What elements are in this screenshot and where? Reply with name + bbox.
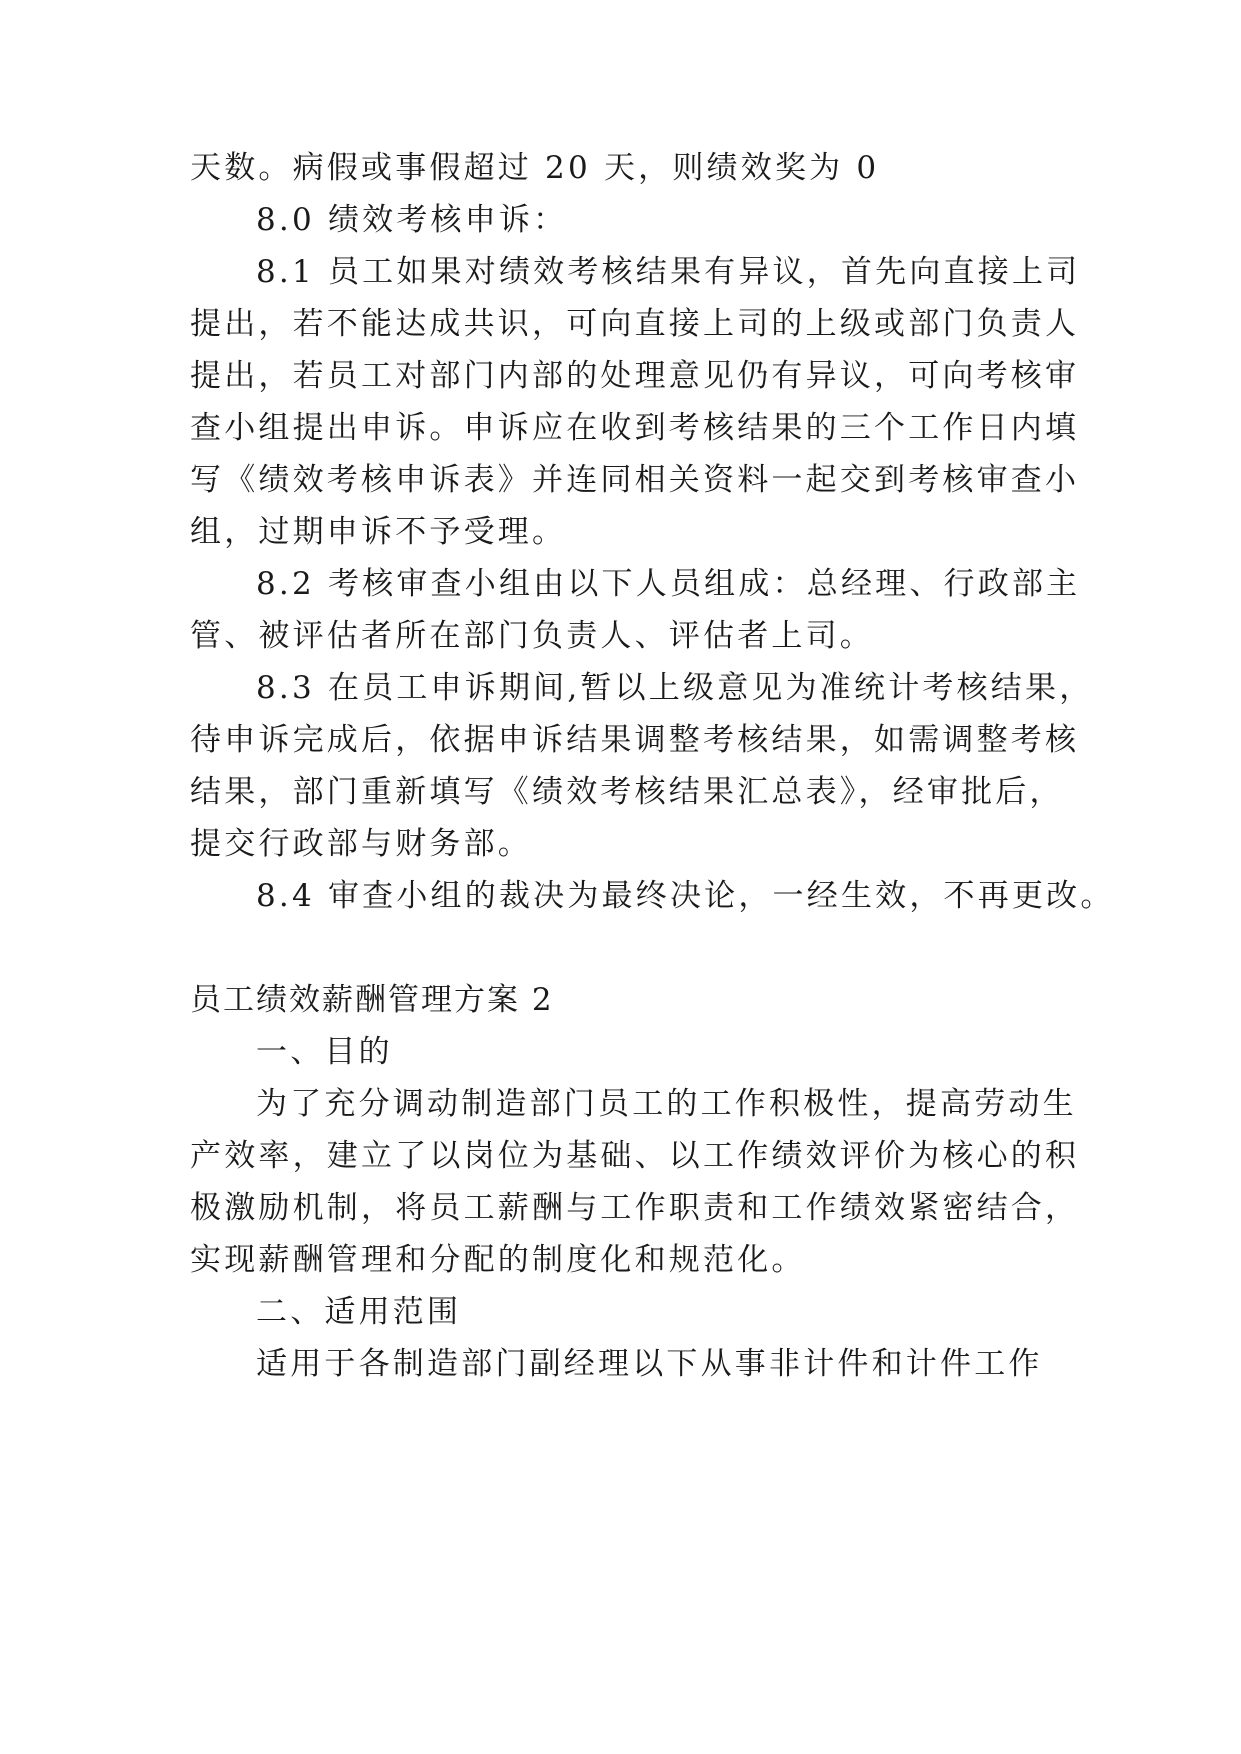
paragraph-line: 适用于各制造部门副经理以下从事非计件和计件工作	[256, 1346, 1043, 1382]
paragraph-line: 待申诉完成后，依据申诉结果调整考核结果，如需调整考核	[190, 722, 1080, 758]
paragraph-line: 查小组提出申诉。申诉应在收到考核结果的三个工作日内填	[190, 410, 1080, 446]
paragraph-line: 写《绩效考核申诉表》并连同相关资料一起交到考核审查小	[190, 462, 1080, 498]
paragraph-line: 结果，部门重新填写《绩效考核结果汇总表》，经审批后，	[190, 774, 1064, 810]
paragraph-line: 天数。病假或事假超过 20 天，则绩效奖为 0	[190, 150, 880, 186]
paragraph-line: 提出，若不能达成共识，可向直接上司的上级或部门负责人	[190, 306, 1080, 342]
paragraph-line: 管、被评估者所在部门负责人、评估者上司。	[190, 618, 874, 654]
paragraph-line: 提出，若员工对部门内部的处理意见仍有异议，可向考核审	[190, 358, 1080, 394]
paragraph-line: 8.1 员工如果对绩效考核结果有异议，首先向直接上司	[256, 254, 1081, 290]
paragraph-line: 实现薪酬管理和分配的制度化和规范化。	[190, 1242, 806, 1278]
paragraph-line: 组，过期申诉不予受理。	[190, 514, 567, 550]
paragraph-line: 为了充分调动制造部门员工的工作积极性，提高劳动生	[256, 1086, 1077, 1122]
paragraph-line: 极激励机制，将员工薪酬与工作职责和工作绩效紧密结合，	[190, 1190, 1080, 1226]
section-heading-8-0: 8.0 绩效考核申诉：	[256, 202, 568, 238]
section-heading-scope: 二、适用范围	[256, 1294, 462, 1330]
section-heading-purpose: 一、目的	[256, 1034, 393, 1070]
paragraph-line: 产效率，建立了以岗位为基础、以工作绩效评价为核心的积	[190, 1138, 1080, 1174]
paragraph-line: 8.2 考核审查小组由以下人员组成：总经理、行政部主	[256, 566, 1081, 602]
paragraph-line: 8.4 审查小组的裁决为最终决论，一经生效，不再更改。	[256, 878, 1115, 914]
paragraph-line: 8.3 在员工申诉期间,暂以上级意见为准统计考核结果，	[256, 670, 1094, 706]
document-title: 员工绩效薪酬管理方案 2	[190, 982, 554, 1018]
paragraph-line: 提交行政部与财务部。	[190, 826, 532, 862]
